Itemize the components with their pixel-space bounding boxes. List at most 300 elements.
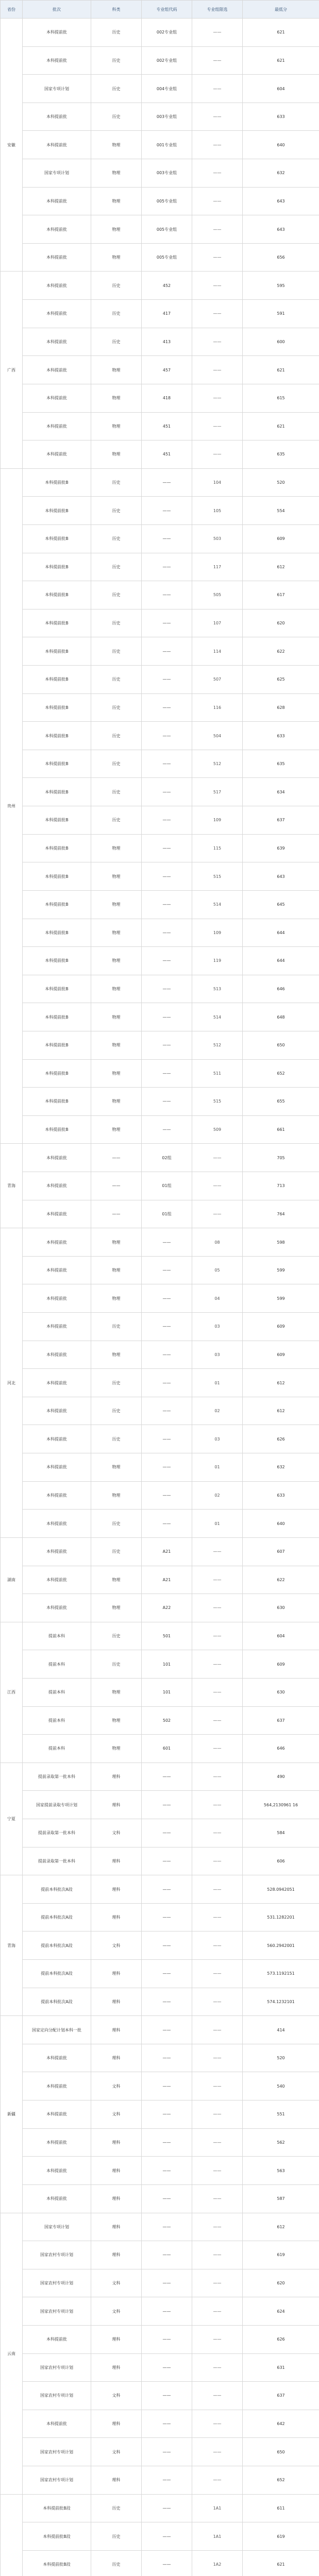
min-score-cell: 573.1192151	[243, 1960, 319, 1988]
table-row	[1, 243, 319, 272]
group-limit-cell: ——	[192, 187, 243, 215]
min-score-cell: 604	[243, 1622, 319, 1650]
group-code-cell: ——	[142, 862, 192, 891]
group-code-cell: 501	[142, 1622, 192, 1650]
group-limit-cell: 116	[192, 693, 243, 722]
min-score-cell: 642	[243, 2410, 319, 2438]
group-limit-cell: ——	[192, 440, 243, 469]
group-limit-cell: 02	[192, 1397, 243, 1425]
group-limit-cell: ——	[192, 1903, 243, 1931]
batch-cell: 国家定向分配计划本科一批	[23, 2016, 91, 2044]
group-code-cell: ——	[142, 1847, 192, 1875]
min-score-cell: 620	[243, 609, 319, 637]
group-code-cell: ——	[142, 2128, 192, 2157]
group-limit-cell: ——	[192, 2438, 243, 2466]
min-score-cell: 621	[243, 46, 319, 75]
batch-cell: 本科提前批	[23, 1425, 91, 1453]
min-score-cell: 414	[243, 2016, 319, 2044]
table-row	[1, 553, 319, 581]
batch-cell: 本科提前批B	[23, 1115, 91, 1144]
subject-cell: 理科	[91, 2241, 142, 2269]
min-score-cell: 630	[243, 1594, 319, 1622]
group-code-cell: ——	[142, 637, 192, 666]
group-code-cell: 417	[142, 300, 192, 328]
subject-cell: 文科	[91, 2100, 142, 2129]
province-cell: 河北	[1, 1228, 23, 1538]
group-limit-cell: 505	[192, 581, 243, 609]
group-limit-cell: 03	[192, 1341, 243, 1369]
batch-cell: 本科提前批	[23, 19, 91, 47]
subject-cell: 物理	[91, 1059, 142, 1088]
table-row	[1, 2297, 319, 2326]
group-code-cell: ——	[142, 1369, 192, 1397]
subject-cell: 物理	[91, 384, 142, 412]
subject-cell: 历史	[91, 468, 142, 497]
subject-cell: 物理	[91, 356, 142, 384]
group-code-cell: 502	[142, 1706, 192, 1735]
group-code-cell: ——	[142, 1313, 192, 1341]
table-row	[1, 581, 319, 609]
subject-cell: 历史	[91, 609, 142, 637]
group-code-cell: ——	[142, 806, 192, 835]
subject-cell: 物理	[91, 243, 142, 272]
table-row	[1, 1510, 319, 1538]
batch-cell: 本科提前批B	[23, 609, 91, 637]
min-score-cell: 598	[243, 1228, 319, 1257]
header-batch: 批次	[23, 1, 91, 19]
table-row	[1, 1228, 319, 1257]
batch-cell: 本科提前批B	[23, 947, 91, 975]
min-score-cell: 637	[243, 1706, 319, 1735]
group-limit-cell: 119	[192, 947, 243, 975]
table-row	[1, 2213, 319, 2241]
table-row	[1, 2072, 319, 2100]
batch-cell: 本科提前批B	[23, 1088, 91, 1116]
province-cell: 湖南	[1, 1537, 23, 1622]
group-code-cell: ——	[142, 666, 192, 694]
group-code-cell: ——	[142, 1960, 192, 1988]
min-score-cell: 634	[243, 778, 319, 806]
min-score-cell: 595	[243, 272, 319, 300]
subject-cell: 历史	[91, 1537, 142, 1566]
subject-cell: 理科	[91, 1903, 142, 1931]
batch-cell: 本科提前批	[23, 2410, 91, 2438]
subject-cell: 历史	[91, 1425, 142, 1453]
subject-cell: 历史	[91, 19, 142, 47]
min-score-cell: 599	[243, 1256, 319, 1284]
subject-cell: 历史	[91, 497, 142, 525]
group-limit-cell: ——	[192, 159, 243, 188]
group-limit-cell: ——	[192, 412, 243, 440]
group-limit-cell: 04	[192, 1284, 243, 1313]
group-limit-cell: 03	[192, 1425, 243, 1453]
subject-cell: 历史	[91, 778, 142, 806]
batch-cell: 本科提前批B	[23, 1003, 91, 1031]
batch-cell: 本科提前批	[23, 1397, 91, 1425]
table-row	[1, 356, 319, 384]
batch-cell: 本科提前批	[23, 1341, 91, 1369]
subject-cell: 理科	[91, 2016, 142, 2044]
min-score-cell: 626	[243, 2325, 319, 2353]
table-row	[1, 1088, 319, 1116]
table-row	[1, 300, 319, 328]
min-score-cell: 635	[243, 440, 319, 469]
subject-cell: 理科	[91, 2213, 142, 2241]
group-code-cell: ——	[142, 1341, 192, 1369]
table-row	[1, 1819, 319, 1848]
group-code-cell: ——	[142, 693, 192, 722]
table-row	[1, 75, 319, 103]
table-row	[1, 1313, 319, 1341]
province-cell: 青海	[1, 1875, 23, 2016]
batch-cell: 本科提前批	[23, 272, 91, 300]
table-row	[1, 2382, 319, 2410]
group-limit-cell: 05	[192, 1256, 243, 1284]
province-cell: 云南	[1, 2213, 23, 2494]
min-score-cell: 635	[243, 750, 319, 778]
min-score-cell: 528.0942051	[243, 1875, 319, 1904]
batch-cell: 国家提前录取专项计划	[23, 1791, 91, 1819]
min-score-cell: 621	[243, 356, 319, 384]
batch-cell: 本科提前批B	[23, 750, 91, 778]
min-score-cell: 626	[243, 1425, 319, 1453]
min-score-cell: 625	[243, 666, 319, 694]
table-row	[1, 693, 319, 722]
group-code-cell: 002专业组	[142, 46, 192, 75]
batch-cell: 本科提前批B	[23, 693, 91, 722]
min-score-cell: 643	[243, 862, 319, 891]
table-row	[1, 103, 319, 131]
group-code-cell: ——	[142, 1397, 192, 1425]
subject-cell: 物理	[91, 1453, 142, 1482]
province-cell: 青海	[1, 1144, 23, 1228]
table-row	[1, 1537, 319, 1566]
batch-cell: 国家农村专项计划	[23, 2297, 91, 2326]
batch-cell: 本科提前批	[23, 1481, 91, 1510]
subject-cell: 理科	[91, 1875, 142, 1904]
subject-cell: 理科	[91, 2353, 142, 2382]
subject-cell: 物理	[91, 131, 142, 159]
subject-cell: 历史	[91, 328, 142, 356]
min-score-cell: 622	[243, 1566, 319, 1594]
table-row	[1, 46, 319, 75]
batch-cell: 本科提前批	[23, 1144, 91, 1172]
min-score-cell: 624	[243, 2297, 319, 2326]
table-row	[1, 2269, 319, 2297]
batch-cell: 本科提前批	[23, 1172, 91, 1200]
min-score-cell: 520	[243, 468, 319, 497]
batch-cell: 本科提前批	[23, 412, 91, 440]
subject-cell: 物理	[91, 834, 142, 862]
group-limit-cell: ——	[192, 19, 243, 47]
subject-cell: 理科	[91, 1847, 142, 1875]
batch-cell: 本科提前批	[23, 356, 91, 384]
batch-cell: 本科提前批B	[23, 862, 91, 891]
min-score-cell: 637	[243, 2382, 319, 2410]
group-limit-cell: ——	[192, 328, 243, 356]
group-limit-cell: ——	[192, 1200, 243, 1228]
subject-cell: ——	[91, 1144, 142, 1172]
subject-cell: 物理	[91, 1003, 142, 1031]
min-score-cell: 631	[243, 2353, 319, 2382]
subject-cell: 物理	[91, 947, 142, 975]
table-row	[1, 1931, 319, 1960]
group-code-cell: A21	[142, 1537, 192, 1566]
group-code-cell: ——	[142, 1425, 192, 1453]
min-score-cell: 540	[243, 2072, 319, 2100]
group-limit-cell: ——	[192, 1735, 243, 1763]
table-row	[1, 2184, 319, 2213]
subject-cell: 物理	[91, 1256, 142, 1284]
group-code-cell: ——	[142, 1284, 192, 1313]
group-code-cell: ——	[142, 722, 192, 750]
group-code-cell: ——	[142, 1481, 192, 1510]
batch-cell: 本科提前批	[23, 243, 91, 272]
subject-cell: 文科	[91, 2297, 142, 2326]
group-limit-cell: ——	[192, 356, 243, 384]
group-code-cell: ——	[142, 1931, 192, 1960]
min-score-cell: 609	[243, 524, 319, 553]
table-row	[1, 1425, 319, 1453]
min-score-cell: 621	[243, 19, 319, 47]
batch-cell: 本科提前批B	[23, 1031, 91, 1059]
subject-cell: 物理	[91, 1115, 142, 1144]
subject-cell: 历史	[91, 2522, 142, 2551]
batch-cell: 国家农村专项计划	[23, 2353, 91, 2382]
group-limit-cell: ——	[192, 2410, 243, 2438]
batch-cell: 本科提前批B	[23, 778, 91, 806]
group-code-cell: ——	[142, 1875, 192, 1904]
min-score-cell: 764	[243, 1200, 319, 1228]
group-limit-cell: ——	[192, 2325, 243, 2353]
group-code-cell: ——	[142, 2157, 192, 2185]
province-cell	[1, 2494, 23, 2576]
min-score-cell: 554	[243, 497, 319, 525]
group-code-cell: ——	[142, 1819, 192, 1848]
group-code-cell: ——	[142, 553, 192, 581]
group-code-cell: 004专业组	[142, 75, 192, 103]
batch-cell: 本科提前批	[23, 1369, 91, 1397]
batch-cell: 本科提前批	[23, 187, 91, 215]
province-cell: 安徽	[1, 19, 23, 272]
group-limit-cell: 117	[192, 553, 243, 581]
batch-cell: 提前本科批次A段	[23, 1931, 91, 1960]
group-code-cell: 005专业组	[142, 187, 192, 215]
table-row	[1, 2128, 319, 2157]
group-code-cell: ——	[142, 2466, 192, 2495]
batch-cell: 国家农村专项计划	[23, 2269, 91, 2297]
batch-cell: 提前本科	[23, 1622, 91, 1650]
group-limit-cell: 517	[192, 778, 243, 806]
group-code-cell: 005专业组	[142, 243, 192, 272]
subject-cell: 物理	[91, 187, 142, 215]
min-score-cell: 584	[243, 1819, 319, 1848]
group-code-cell: ——	[142, 2016, 192, 2044]
group-code-cell: ——	[142, 2241, 192, 2269]
subject-cell: 物理	[91, 1706, 142, 1735]
subject-cell: 物理	[91, 1228, 142, 1257]
subject-cell: 历史	[91, 2550, 142, 2576]
group-code-cell: 005专业组	[142, 215, 192, 244]
group-code-cell: ——	[142, 468, 192, 497]
min-score-cell: 620	[243, 2269, 319, 2297]
subject-cell: 文科	[91, 2269, 142, 2297]
province-cell: 广西	[1, 272, 23, 468]
min-score-cell: 655	[243, 1088, 319, 1116]
batch-cell: 本科提前批B	[23, 666, 91, 694]
table-row	[1, 2522, 319, 2551]
min-score-cell: 607	[243, 1537, 319, 1566]
table-row	[1, 272, 319, 300]
group-limit-cell: ——	[192, 1678, 243, 1706]
batch-cell: 提前本科	[23, 1678, 91, 1706]
min-score-cell: 606	[243, 1847, 319, 1875]
group-code-cell: 101	[142, 1650, 192, 1679]
group-limit-cell: ——	[192, 2213, 243, 2241]
min-score-cell: 604	[243, 75, 319, 103]
group-code-cell: 457	[142, 356, 192, 384]
group-code-cell: ——	[142, 1791, 192, 1819]
subject-cell: 历史	[91, 722, 142, 750]
table-row	[1, 1003, 319, 1031]
batch-cell: 国家农村专项计划	[23, 2438, 91, 2466]
subject-cell: 历史	[91, 637, 142, 666]
min-score-cell: 612	[243, 1369, 319, 1397]
table-row	[1, 468, 319, 497]
subject-cell: 理科	[91, 2184, 142, 2213]
table-row	[1, 2157, 319, 2185]
group-limit-cell: ——	[192, 1960, 243, 1988]
group-limit-cell: ——	[192, 2353, 243, 2382]
subject-cell: 历史	[91, 103, 142, 131]
min-score-cell: 612	[243, 1397, 319, 1425]
group-limit-cell: ——	[192, 2157, 243, 2185]
group-code-cell: ——	[142, 834, 192, 862]
group-code-cell: ——	[142, 2044, 192, 2072]
subject-cell: 文科	[91, 1819, 142, 1848]
group-code-cell: ——	[142, 1228, 192, 1257]
table-row	[1, 834, 319, 862]
group-code-cell: ——	[142, 2269, 192, 2297]
group-code-cell: ——	[142, 2522, 192, 2551]
table-row	[1, 1650, 319, 1679]
batch-cell: 提前本科批次A段	[23, 1960, 91, 1988]
group-limit-cell: 109	[192, 806, 243, 835]
subject-cell: 物理	[91, 159, 142, 188]
min-score-cell: 652	[243, 2466, 319, 2495]
batch-cell: 本科提前批B段	[23, 2494, 91, 2522]
table-row	[1, 750, 319, 778]
min-score-cell: 617	[243, 581, 319, 609]
group-code-cell: ——	[142, 1115, 192, 1144]
subject-cell: 物理	[91, 1284, 142, 1313]
header-subject: 科类	[91, 1, 142, 19]
group-limit-cell: 02	[192, 1481, 243, 1510]
group-limit-cell: ——	[192, 46, 243, 75]
table-row	[1, 947, 319, 975]
min-score-cell: 645	[243, 890, 319, 919]
group-limit-cell: 507	[192, 666, 243, 694]
batch-cell: 本科提前批	[23, 2072, 91, 2100]
min-score-cell: 599	[243, 1284, 319, 1313]
group-limit-cell: 104	[192, 468, 243, 497]
group-limit-cell: ——	[192, 243, 243, 272]
table-row	[1, 131, 319, 159]
min-score-cell: 644	[243, 919, 319, 947]
group-code-cell: 003专业组	[142, 103, 192, 131]
group-code-cell: A22	[142, 1594, 192, 1622]
province-cell: 江西	[1, 1622, 23, 1762]
min-score-cell: 632	[243, 159, 319, 188]
group-code-cell: ——	[142, 2494, 192, 2522]
table-row	[1, 2550, 319, 2576]
header-group-code: 专业组代码	[142, 1, 192, 19]
group-limit-cell: 01	[192, 1453, 243, 1482]
batch-cell: 国家专项计划	[23, 2213, 91, 2241]
batch-cell: 本科提前批B	[23, 524, 91, 553]
min-score-cell: 661	[243, 1115, 319, 1144]
subject-cell: 物理	[91, 862, 142, 891]
min-score-cell: 611	[243, 2494, 319, 2522]
min-score-cell: 621	[243, 412, 319, 440]
table-row	[1, 1059, 319, 1088]
batch-cell: 本科提前批	[23, 384, 91, 412]
table-row	[1, 1031, 319, 1059]
group-code-cell: ——	[142, 2325, 192, 2353]
group-code-cell: ——	[142, 947, 192, 975]
group-limit-cell: ——	[192, 1791, 243, 1819]
group-limit-cell: ——	[192, 215, 243, 244]
group-limit-cell: ——	[192, 2184, 243, 2213]
group-limit-cell: 115	[192, 834, 243, 862]
table-row	[1, 215, 319, 244]
group-code-cell: ——	[142, 1256, 192, 1284]
table-row	[1, 1706, 319, 1735]
group-limit-cell: 514	[192, 1003, 243, 1031]
table-row	[1, 1762, 319, 1791]
group-limit-cell: 513	[192, 975, 243, 1003]
group-limit-cell: 01	[192, 1510, 243, 1538]
header-group-limit: 专业组限选	[192, 1, 243, 19]
table-row	[1, 1622, 319, 1650]
group-limit-cell: 511	[192, 1059, 243, 1088]
table-row	[1, 440, 319, 469]
subject-cell: 历史	[91, 75, 142, 103]
min-score-cell: 652	[243, 1059, 319, 1088]
subject-cell: 历史	[91, 1313, 142, 1341]
batch-cell: 本科提前批	[23, 1453, 91, 1482]
group-limit-cell: ——	[192, 2466, 243, 2495]
group-code-cell: ——	[142, 778, 192, 806]
batch-cell: 本科提前批	[23, 440, 91, 469]
table-row	[1, 1903, 319, 1931]
group-code-cell: ——	[142, 1059, 192, 1088]
min-score-cell: 574.1232101	[243, 1988, 319, 2016]
table-row	[1, 524, 319, 553]
group-limit-cell: ——	[192, 1537, 243, 1566]
min-score-cell: 633	[243, 722, 319, 750]
min-score-cell: 656	[243, 243, 319, 272]
batch-cell: 提前本科批次A段	[23, 1903, 91, 1931]
subject-cell: 物理	[91, 215, 142, 244]
table-row	[1, 722, 319, 750]
table-row	[1, 1566, 319, 1594]
subject-cell: 历史	[91, 806, 142, 835]
table-row	[1, 2438, 319, 2466]
batch-cell: 本科提前批	[23, 131, 91, 159]
table-row	[1, 19, 319, 47]
group-limit-cell: 105	[192, 497, 243, 525]
